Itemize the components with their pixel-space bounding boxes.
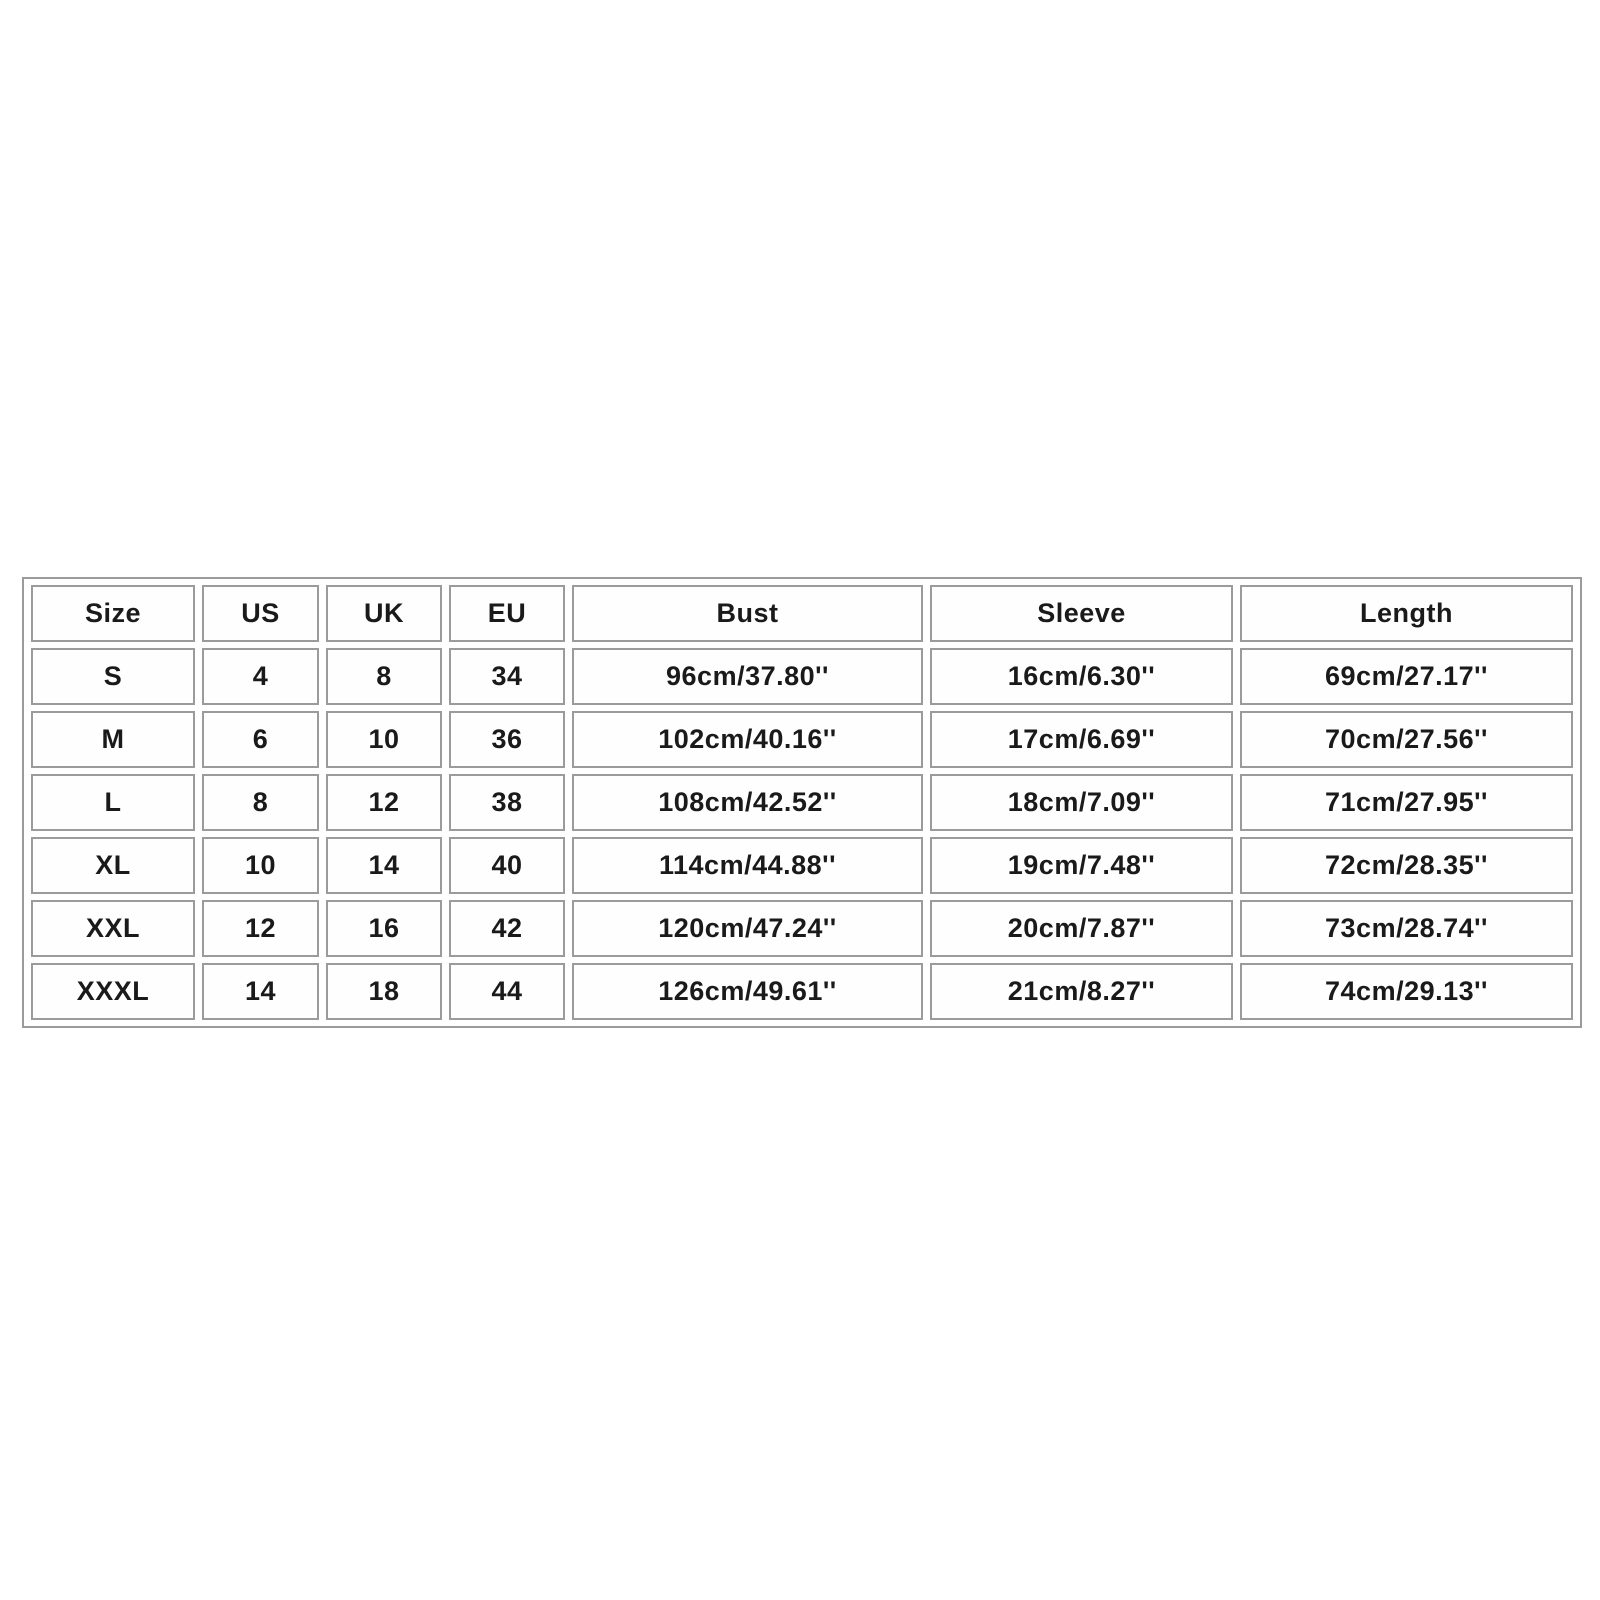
- table-cell: 20cm/7.87'': [930, 900, 1233, 957]
- table-cell: 21cm/8.27'': [930, 963, 1233, 1020]
- table-cell: 10: [326, 711, 442, 768]
- table-cell: 6: [202, 711, 319, 768]
- column-header-length: Length: [1240, 585, 1573, 642]
- table-cell: 44: [449, 963, 565, 1020]
- table-cell: 36: [449, 711, 565, 768]
- table-cell: 96cm/37.80'': [572, 648, 923, 705]
- table-cell: 72cm/28.35'': [1240, 837, 1573, 894]
- table-cell: 14: [326, 837, 442, 894]
- table-cell: 19cm/7.48'': [930, 837, 1233, 894]
- size-chart-container: [22, 577, 1582, 1028]
- table-cell: 10: [202, 837, 319, 894]
- column-header-sleeve: Sleeve: [930, 585, 1233, 642]
- table-cell: 12: [202, 900, 319, 957]
- table-cell: S: [31, 648, 195, 705]
- table-row-m: [31, 711, 1573, 768]
- column-header-eu: EU: [449, 585, 565, 642]
- table-cell: 108cm/42.52'': [572, 774, 923, 831]
- table-row-l: [31, 774, 1573, 831]
- size-chart-table: [22, 577, 1582, 1028]
- table-cell: 4: [202, 648, 319, 705]
- table-cell: 114cm/44.88'': [572, 837, 923, 894]
- table-row-xl: [31, 837, 1573, 894]
- column-header-size: Size: [31, 585, 195, 642]
- column-header-uk: UK: [326, 585, 442, 642]
- column-header-bust: Bust: [572, 585, 923, 642]
- table-cell: 18: [326, 963, 442, 1020]
- table-cell: 70cm/27.56'': [1240, 711, 1573, 768]
- header-row: [31, 585, 1573, 642]
- table-row-s: [31, 648, 1573, 705]
- table-cell: 126cm/49.61'': [572, 963, 923, 1020]
- table-cell: L: [31, 774, 195, 831]
- table-cell: M: [31, 711, 195, 768]
- table-cell: 73cm/28.74'': [1240, 900, 1573, 957]
- table-cell: 8: [326, 648, 442, 705]
- table-cell: 69cm/27.17'': [1240, 648, 1573, 705]
- table-cell: 16cm/6.30'': [930, 648, 1233, 705]
- table-row-xxl: [31, 900, 1573, 957]
- table-cell: XXXL: [31, 963, 195, 1020]
- table-cell: 34: [449, 648, 565, 705]
- table-cell: XL: [31, 837, 195, 894]
- column-header-us: US: [202, 585, 319, 642]
- table-cell: 12: [326, 774, 442, 831]
- table-cell: XXL: [31, 900, 195, 957]
- table-cell: 40: [449, 837, 565, 894]
- table-row-xxxl: [31, 963, 1573, 1020]
- table-cell: 42: [449, 900, 565, 957]
- table-cell: 14: [202, 963, 319, 1020]
- table-cell: 16: [326, 900, 442, 957]
- table-cell: 38: [449, 774, 565, 831]
- table-cell: 18cm/7.09'': [930, 774, 1233, 831]
- table-cell: 74cm/29.13'': [1240, 963, 1573, 1020]
- table-cell: 120cm/47.24'': [572, 900, 923, 957]
- table-cell: 102cm/40.16'': [572, 711, 923, 768]
- size-chart-body: [31, 648, 1573, 1020]
- table-cell: 71cm/27.95'': [1240, 774, 1573, 831]
- table-cell: 8: [202, 774, 319, 831]
- table-cell: 17cm/6.69'': [930, 711, 1233, 768]
